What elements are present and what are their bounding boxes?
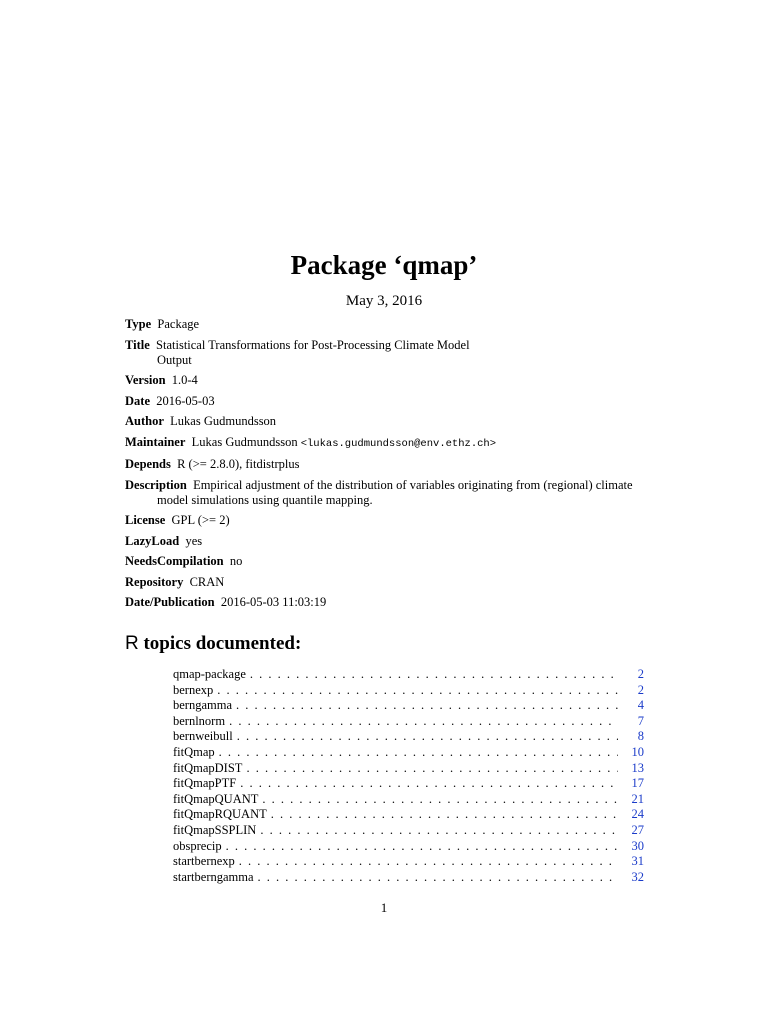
maintainer-email: <lukas.gudmundsson@env.ethz.ch>: [300, 437, 497, 450]
toc-page-link[interactable]: 30: [631, 838, 644, 853]
field-value: Empirical adjustment of the distribution of variables originating from (regional) climate model simulations using quantile mapping.: [157, 477, 633, 507]
field-key: License: [125, 513, 166, 527]
field-value: 1.0-4: [171, 373, 198, 387]
toc-row[interactable]: [173, 714, 644, 730]
field-version: [125, 373, 625, 388]
package-fields: [125, 317, 633, 616]
field-key: Depends: [125, 457, 171, 471]
toc-row[interactable]: [173, 776, 644, 792]
field-date: [125, 394, 625, 409]
toc-entry-name: fitQmapPTF: [173, 776, 237, 791]
toc-row[interactable]: [173, 870, 644, 886]
toc-page-link[interactable]: 32: [631, 869, 644, 884]
page-number: 1: [380, 900, 388, 915]
toc-page-link[interactable]: 31: [631, 854, 644, 869]
toc-entry-name: startberngamma: [173, 869, 254, 884]
field-key: Date/Publication: [125, 595, 215, 609]
toc-page-link[interactable]: 10: [631, 744, 644, 759]
field-value: CRAN: [189, 574, 225, 589]
field-key: Title: [125, 337, 150, 352]
toc-entry-name: fitQmapRQUANT: [173, 807, 267, 822]
toc-entry-name: startbernexp: [173, 854, 235, 869]
field-key: Type: [125, 317, 152, 331]
field-key: Date: [125, 393, 150, 408]
field-value: Package: [157, 317, 200, 331]
field-needscompilation: [125, 554, 625, 569]
toc-leader: [217, 683, 618, 699]
toc-row[interactable]: [173, 683, 644, 699]
topics-heading-text: topics documented:: [143, 633, 302, 654]
field-value: GPL (>= 2): [171, 513, 230, 527]
toc-leader: [250, 667, 618, 683]
field-depends: [125, 457, 625, 472]
toc-page-link[interactable]: 27: [631, 822, 644, 837]
field-key: Description: [125, 477, 187, 492]
toc-page-link[interactable]: 2: [637, 667, 644, 681]
field-key: NeedsCompilation: [125, 554, 224, 568]
field-title: [125, 338, 487, 368]
toc-entry-name: bernweibull: [173, 729, 233, 744]
field-value: 2016-05-03: [156, 393, 215, 408]
toc-row[interactable]: [173, 745, 644, 761]
toc-page-link[interactable]: 21: [631, 791, 644, 806]
field-value: no: [229, 554, 243, 568]
field-value: 2016-05-03 11:03:19: [220, 595, 327, 609]
field-key: LazyLoad: [125, 533, 180, 548]
field-author: [125, 414, 625, 429]
toc-leader: [239, 854, 618, 870]
toc-leader: [219, 745, 618, 761]
toc-entry-name: qmap-package: [173, 667, 246, 681]
field-value: Lukas Gudmundsson: [191, 434, 298, 449]
toc-page-link[interactable]: 17: [631, 776, 644, 791]
field-key: Author: [125, 414, 164, 428]
toc-entry-name: bernexp: [173, 682, 214, 697]
toc-leader: [246, 761, 618, 777]
toc-leader: [226, 839, 618, 855]
field-description: [125, 478, 649, 508]
topics-heading: [125, 633, 301, 655]
toc-leader: [240, 776, 618, 792]
toc-leader: [236, 698, 618, 714]
field-key: Repository: [125, 574, 184, 589]
toc-entry-name: bernlnorm: [173, 713, 226, 728]
toc-row[interactable]: [173, 823, 644, 839]
toc-entry-name: berngamma: [173, 698, 233, 713]
toc-leader: [262, 792, 618, 808]
field-value: R (>= 2.8.0), fitdistrplus: [177, 457, 300, 471]
field-value: yes: [185, 533, 203, 548]
toc-row[interactable]: [173, 729, 644, 745]
field-maintainer: [125, 435, 625, 452]
toc-entry-name: fitQmap: [173, 744, 215, 759]
toc-page-link[interactable]: 8: [637, 729, 644, 744]
toc-leader: [260, 823, 618, 839]
toc-row[interactable]: [173, 667, 644, 683]
toc-row[interactable]: [173, 839, 644, 855]
toc-page-link[interactable]: 13: [631, 760, 644, 775]
field-key: Maintainer: [125, 434, 186, 449]
toc-page-link[interactable]: 4: [637, 698, 644, 713]
document-title: Package ‘qmap’: [290, 250, 478, 280]
toc-page-link[interactable]: 24: [631, 807, 644, 822]
toc-entry-name: fitQmapDIST: [173, 760, 243, 775]
toc-entry-name: obsprecip: [173, 838, 222, 853]
topics-heading-r: R: [125, 633, 139, 654]
toc-page-link[interactable]: 2: [637, 682, 644, 697]
toc-leader: [229, 714, 618, 730]
field-value: Lukas Gudmundsson: [170, 414, 277, 428]
toc-leader: [237, 729, 618, 745]
toc-row[interactable]: [173, 792, 644, 808]
field-repository: [125, 575, 625, 590]
toc-row[interactable]: [173, 854, 644, 870]
toc-entry-name: fitQmapSSPLIN: [173, 822, 257, 837]
toc-leader: [271, 807, 618, 823]
toc-row[interactable]: [173, 807, 644, 823]
field-license: [125, 513, 625, 528]
field-value: Statistical Transformations for Post-Processing Climate Model Output: [156, 337, 470, 367]
field-key: Version: [125, 373, 166, 387]
toc-row[interactable]: [173, 698, 644, 714]
toc-page-link[interactable]: 7: [637, 713, 644, 728]
document-date: May 3, 2016: [345, 293, 423, 309]
field-date-publication: [125, 595, 625, 610]
field-lazyload: [125, 534, 625, 549]
toc-entry-name: fitQmapQUANT: [173, 791, 259, 806]
topics-list: [173, 667, 644, 885]
field-type: [125, 317, 625, 332]
toc-row[interactable]: [173, 761, 644, 777]
toc-leader: [258, 870, 618, 886]
